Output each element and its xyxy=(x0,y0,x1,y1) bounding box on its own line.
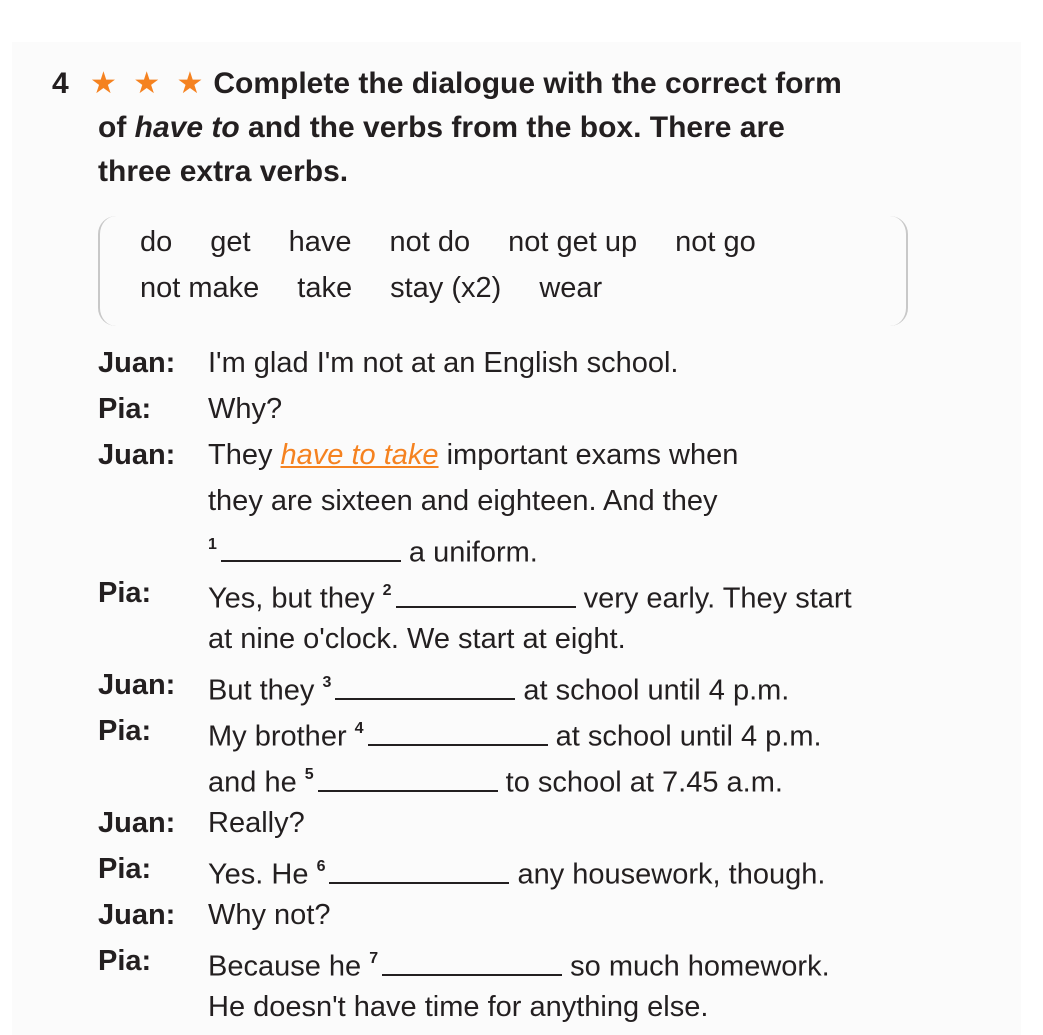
word-box-item: not get up xyxy=(508,226,638,258)
dialogue-line xyxy=(98,386,998,432)
line-text: Yes, but they $^2$ very early. They start xyxy=(208,570,852,622)
answer-gap-3[interactable] xyxy=(335,668,515,700)
line-text: But they $^3$ at school until 4 p.m. xyxy=(208,662,789,714)
word-box-row-2 xyxy=(140,272,602,305)
dialogue-line xyxy=(98,662,998,708)
speaker-label: Juan: xyxy=(98,347,176,379)
dialogue-line xyxy=(98,800,998,846)
dialogue-line xyxy=(98,340,998,386)
line-text: My brother $^4$ at school until 4 p.m. xyxy=(208,708,822,760)
speaker-label: Juan: xyxy=(98,899,176,931)
speaker-label: Pia: xyxy=(98,715,152,747)
dialogue-line xyxy=(98,984,998,1030)
answer-gap-2[interactable] xyxy=(396,576,576,608)
exercise-heading xyxy=(52,62,972,194)
line-text: $^1$ a uniform. xyxy=(208,524,538,576)
speaker-label: Pia: xyxy=(98,853,152,885)
instruction-line-3: three extra verbs. xyxy=(98,155,349,188)
word-box-item: take xyxy=(297,272,353,304)
word-box-item: have xyxy=(288,226,352,258)
word-box-item: stay (x2) xyxy=(390,272,502,304)
line-text: Why not? xyxy=(208,899,331,931)
left-margin xyxy=(0,42,12,1035)
word-box-item: not do xyxy=(389,226,471,258)
dialogue xyxy=(98,340,998,1030)
answer-gap-1[interactable] xyxy=(221,530,401,562)
gap-number: 2 xyxy=(382,582,392,599)
difficulty-stars-icon: ★ ★ ★ xyxy=(90,67,208,100)
word-box xyxy=(98,216,908,326)
dialogue-line xyxy=(98,432,998,478)
word-box-item: not make xyxy=(140,272,260,304)
line-text: They have to take important exams when xyxy=(208,439,739,471)
speaker-label: Pia: xyxy=(98,945,152,977)
instruction-line-2: of have to and the verbs from the box. There are xyxy=(98,111,785,144)
line-text: Yes. He $^6$ any housework, though. xyxy=(208,846,825,898)
line-text: Why? xyxy=(208,393,283,425)
gap-number: 4 xyxy=(354,720,364,737)
gap-number: 7 xyxy=(369,950,379,967)
instruction-line-1: Complete the dialogue with the correct form xyxy=(213,67,842,100)
line-text: Because he $^7$ so much homework. xyxy=(208,938,830,990)
line-text: I'm glad I'm not at an English school. xyxy=(208,347,679,379)
answer-gap-7[interactable] xyxy=(382,944,562,976)
answer-gap-4[interactable] xyxy=(368,714,548,746)
top-margin xyxy=(0,0,1043,42)
example-answer: have to take xyxy=(280,439,439,471)
dialogue-line xyxy=(98,616,998,662)
word-box-item: not go xyxy=(675,226,756,258)
gap-number: 5 xyxy=(304,766,314,783)
speaker-label: Pia: xyxy=(98,577,152,609)
dialogue-line xyxy=(98,570,998,616)
gap-number: 3 xyxy=(322,674,332,691)
dialogue-line xyxy=(98,524,998,570)
answer-gap-5[interactable] xyxy=(318,760,498,792)
instruction-emphasis: have to xyxy=(134,111,240,144)
dialogue-line xyxy=(98,938,998,984)
line-text: and he $^5$ to school at 7.45 a.m. xyxy=(208,754,783,806)
speaker-label: Pia: xyxy=(98,393,152,425)
word-box-row-1 xyxy=(140,226,756,259)
line-text: at nine o'clock. We start at eight. xyxy=(208,623,626,655)
speaker-label: Juan: xyxy=(98,669,176,701)
gap-number: 1 xyxy=(208,536,217,553)
right-margin xyxy=(1021,42,1043,1035)
answer-gap-6[interactable] xyxy=(329,852,509,884)
exercise-number: 4 xyxy=(52,67,69,100)
line-text: He doesn't have time for anything else. xyxy=(208,991,709,1023)
speaker-label: Juan: xyxy=(98,807,176,839)
gap-number: 6 xyxy=(316,858,326,875)
dialogue-line xyxy=(98,708,998,754)
word-box-item: wear xyxy=(539,272,603,304)
dialogue-line xyxy=(98,892,998,938)
speaker-label: Juan: xyxy=(98,439,176,471)
word-box-item: do xyxy=(140,226,173,258)
word-box-item: get xyxy=(210,226,251,258)
dialogue-line xyxy=(98,754,998,800)
line-text: Really? xyxy=(208,807,305,839)
line-text: they are sixteen and eighteen. And they xyxy=(208,485,718,517)
dialogue-line xyxy=(98,478,998,524)
dialogue-line xyxy=(98,846,998,892)
